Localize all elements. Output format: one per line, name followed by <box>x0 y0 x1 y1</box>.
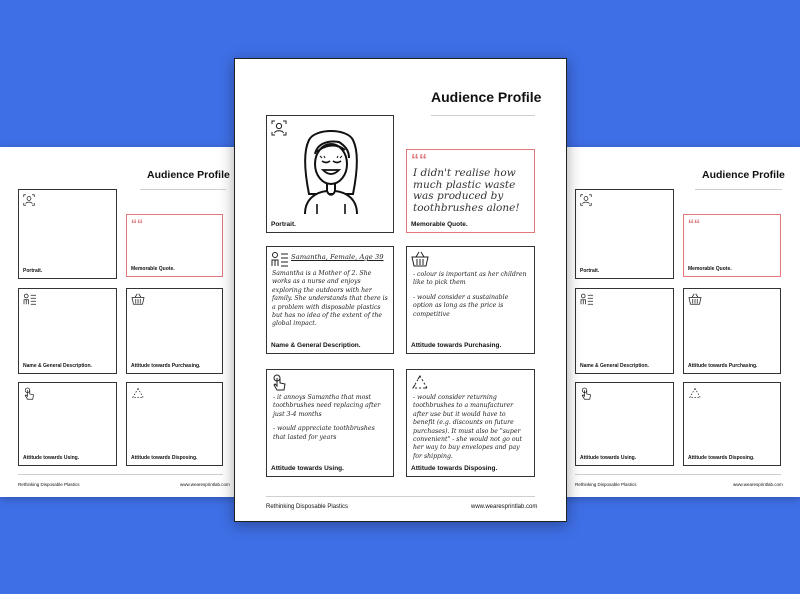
footer-rule <box>575 474 781 475</box>
right-profile-sheet <box>565 147 800 497</box>
note-item: - would consider a sustainable option as long as the price is competitive <box>413 293 509 318</box>
card-label: Portrait. <box>580 268 600 274</box>
persona-list-icon <box>580 293 594 305</box>
note-item: - would appreciate toothbrushes that lasted for years <box>273 425 375 441</box>
footer-rule <box>266 496 535 497</box>
quote-text: I didn't realise how much plastic waste was produced by toothbrushes alone! <box>413 167 520 214</box>
quote-icon: ““ <box>688 217 700 231</box>
footer-right: www.wearesprintlab.com <box>733 482 783 487</box>
persona-list-icon <box>271 251 289 267</box>
card-label: Attitude towards Using. <box>23 455 80 461</box>
disposing-notes <box>413 394 528 467</box>
basket-icon <box>411 251 429 267</box>
quote-card <box>406 149 535 233</box>
hand-touch-icon <box>23 387 35 401</box>
footer-left: Rethinking Disposable Plastics <box>18 482 80 487</box>
disposing-card <box>683 382 781 466</box>
card-label: Name & General Description. <box>23 363 92 369</box>
quote-card <box>126 214 223 277</box>
card-label: Attitude towards Purchasing. <box>688 363 758 369</box>
using-card <box>266 369 394 477</box>
basket-icon <box>131 293 145 305</box>
card-label: Memorable Quote. <box>411 221 468 228</box>
footer-left: Rethinking Disposable Plastics <box>575 482 637 487</box>
recycle-icon <box>411 374 429 390</box>
portrait-icon <box>580 194 592 206</box>
portrait-card <box>18 189 117 279</box>
note-item: - would consider returning toothbrushes to a manufacturer after use but it would have to benefit (e.g. discounts on future purchases). It must also be "super convenient" - she would not go out her way to buy envelopes and pay for shipping. <box>413 394 523 460</box>
quote-icon: ““ <box>131 217 143 231</box>
card-label: Attitude towards Disposing. <box>411 465 498 472</box>
purchasing-notes <box>413 271 528 325</box>
card-label: Portrait. <box>23 268 43 274</box>
note-item: - it annoys Samantha that most toothbrushes need replacing after just 3-4 months <box>273 394 381 418</box>
card-label: Memorable Quote. <box>688 266 732 272</box>
portrait-icon <box>23 194 35 206</box>
portrait-icon <box>271 120 287 136</box>
using-card <box>575 382 674 466</box>
card-label: Attitude towards Purchasing. <box>411 342 502 349</box>
left-profile-sheet <box>0 147 240 497</box>
description-card <box>266 246 394 354</box>
sheet-title: Audience Profile <box>147 169 230 181</box>
card-label: Name & General Description. <box>580 363 649 369</box>
persona-description: Samantha is a Mother of 2. She works as a nurse and enjoys exploring the outdoors with her family. She understands that there is a problem with disposable plastics but has no idea of the extent of the global impact. <box>272 270 388 328</box>
portrait-card <box>266 115 394 233</box>
recycle-icon <box>688 387 702 399</box>
persona-heading: Samantha, Female, Age 39 <box>291 253 384 261</box>
purchasing-card <box>406 246 535 354</box>
description-card <box>575 288 674 374</box>
persona-list-icon <box>23 293 37 305</box>
sheet-title: Audience Profile <box>431 89 542 105</box>
card-label: Attitude towards Using. <box>580 455 637 461</box>
woman-portrait-illustration <box>295 124 367 216</box>
card-label: Portrait. <box>271 221 296 228</box>
purchasing-card <box>683 288 781 374</box>
quote-card <box>683 214 781 277</box>
hand-touch-icon <box>580 387 592 401</box>
disposing-card <box>406 369 535 477</box>
title-rule <box>695 189 782 190</box>
recycle-icon <box>131 387 145 399</box>
card-label: Name & General Description. <box>271 342 361 349</box>
description-card <box>18 288 117 374</box>
title-rule <box>140 189 226 190</box>
footer-rule <box>18 474 223 475</box>
note-item: - colour is important as her children like to pick them <box>413 271 527 287</box>
footer-left: Rethinking Disposable Plastics <box>266 504 349 510</box>
card-label: Attitude towards Disposing. <box>688 455 755 461</box>
main-profile-sheet <box>234 58 567 522</box>
footer-right: www.wearesprintlab.com <box>180 482 230 487</box>
basket-icon <box>688 293 702 305</box>
footer-right: www.wearesprintlab.com <box>471 504 538 510</box>
quote-icon: ““ <box>411 152 427 169</box>
disposing-card <box>126 382 223 466</box>
card-label: Attitude towards Disposing. <box>131 455 198 461</box>
hand-touch-icon <box>271 374 287 392</box>
sheet-title: Audience Profile <box>702 169 785 181</box>
using-notes <box>273 394 387 448</box>
card-label: Memorable Quote. <box>131 266 175 272</box>
portrait-card <box>575 189 674 279</box>
title-rule <box>431 115 535 116</box>
card-label: Attitude towards Using. <box>271 465 344 472</box>
card-label: Attitude towards Purchasing. <box>131 363 201 369</box>
using-card <box>18 382 117 466</box>
purchasing-card <box>126 288 223 374</box>
